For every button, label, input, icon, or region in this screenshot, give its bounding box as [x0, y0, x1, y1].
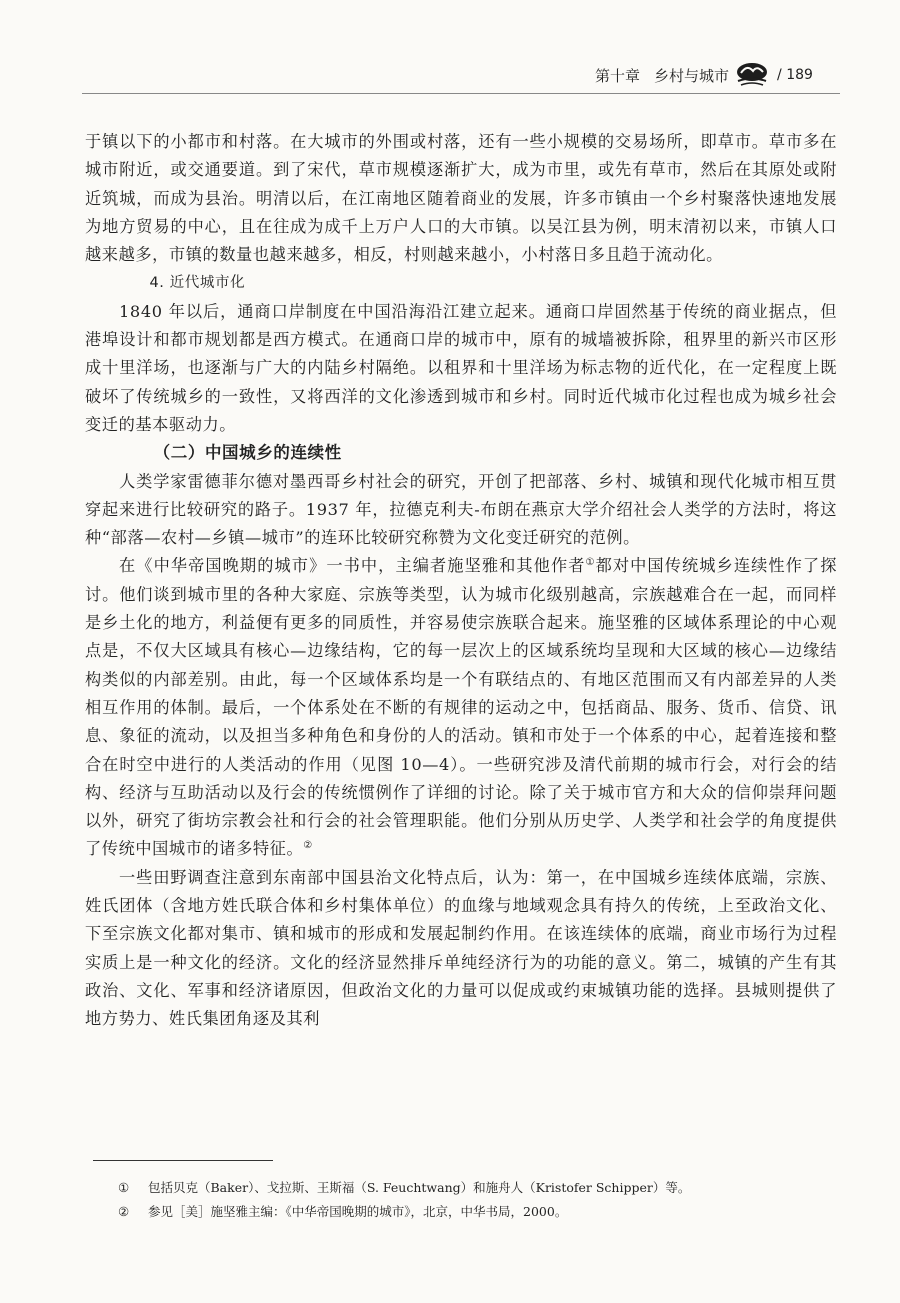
- paragraph-4-part-b: 都对中国传统城乡连续性作了探讨。他们谈到城市里的各种大家庭、宗族等类型，认为城市化级别越高，宗族越难合在一起，而同样是乡土化的地方，利益便有更多的同质性，并容易使宗族联合起来。施坚雅的区域体系理论的中心观点是，不仅大区域具有核心—边缘结构，它的每一层次上的区域系统均呈现和大区域的核心—边缘结构类似的内部差别。由此，每一个区域体系均是一个有联结点的、有地区范围而又有内部差异的人类相互作用的体制。最后，一个体系处在不断的有规律的运动之中，包括商品、服务、货币、信贷、讯息、象征的流动，以及担当多种角色和身份的人的活动。镇和市处于一个体系的中心，起着连接和整合在时空中进行的人类活动的作用（见图 10—4）。一些研究涉及清代前期的城市行会，对行会的结构、经济与互助活动以及行会的传统惯例作了详细的讨论。除了关于城市官方和大众的信仰崇拜问题以外，研究了街坊宗教会社和行会的社会管理职能。他们分别从历史学、人类学和社会学的角度提供了传统中国城市的诸多特征。: [85, 556, 837, 859]
- paragraph-3: 人类学家雷德菲尔德对墨西哥乡村社会的研究，开创了把部落、乡村、城镇和现代化城市相互贯穿起来进行比较研究的路子。1937 年，拉德克利夫-布朗在燕京大学介绍社会人类学的方法时，将这种“部落—农村—乡镇—城市”的连环比较研究称赞为文化变迁研究的范例。: [85, 471, 837, 548]
- footnote-mark: ②: [118, 1204, 130, 1219]
- footnote-text: 包括贝克（Baker）、戈拉斯、王斯福（S. Feuchtwang）和施舟人（Kristofer Schipper）等。: [148, 1180, 691, 1195]
- paragraph-2: 1840 年以后，通商口岸制度在中国沿海沿江建立起来。通商口岸固然基于传统的商业据点，但港埠设计和都市规划都是西方模式。在通商口岸的城市中，原有的城墙被拆除，租界里的新兴市区形成十里洋场，也逐渐与广大的内陆乡村隔绝。以租界和十里洋场为标志物的近代化，在一定程度上既破坏了传统城乡的一致性，又将西洋的文化渗透到城市和乡村。同时近代城市化过程也成为城乡社会变迁的基本驱动力。: [85, 301, 837, 434]
- footnote-ref-1[interactable]: ①: [585, 557, 596, 569]
- paragraph-4-part-a: 在《中华帝国晚期的城市》一书中，主编者施坚雅和其他作者: [119, 556, 586, 576]
- subheading-modern-urbanization: 4. 近代城市化: [149, 275, 246, 292]
- footnote-mark: ①: [118, 1180, 130, 1195]
- running-header: [595, 62, 813, 88]
- paragraph-4: [85, 552, 837, 863]
- footnote-2: [118, 1200, 838, 1224]
- paragraph-1: 于镇以下的小都市和村落。在大城市的外围或村落，还有一些小规模的交易场所，即草市。草市多在城市附近，或交通要道。到了宋代，草市规模逐渐扩大，成为市里，或先有草市，然后在其原处或附近筑城，而成为县治。明清以后，在江南地区随着商业的发展，许多市镇由一个乡村聚落快速地发展为地方贸易的中心，且在往成为成千上万户人口的大市镇。以吴江县为例，明末清初以来，市镇人口越来越多，市镇的数量也越来越多，相反，村则越来越小，小村落日多且趋于流动化。: [85, 132, 837, 265]
- page-number: / 189: [777, 67, 813, 83]
- footnote-1: [118, 1176, 838, 1200]
- footnotes: [118, 1176, 838, 1224]
- paragraph-5: 一些田野调查注意到东南部中国县治文化特点后，认为：第一，在中国城乡连续体底端，宗族、姓氏团体（含地方姓氏联合体和乡村集体单位）的血缘与地域观念具有持久的传统，上至政治文化、下至宗族文化都对集市、镇和城市的形成和发展起制约作用。在该连续体的底端，商业市场行为过程实质上是一种文化的经济。文化的经济显然排斥单纯经济行为的功能的意义。第二，城镇的产生有其政治、文化、军事和经济诸原因，但政治文化的力量可以促成或约束城镇功能的选择。县城则提供了地方势力、姓氏集团角逐及其利: [85, 867, 837, 1029]
- section-title: 乡村与城市: [654, 66, 730, 85]
- chapter-label: 第十章: [595, 66, 641, 85]
- footnote-ref-2[interactable]: ②: [303, 840, 313, 852]
- chapter-logo-icon: [735, 62, 769, 88]
- section-heading-continuity: （二）中国城乡的连续性: [153, 443, 342, 463]
- footnote-rule: [93, 1160, 273, 1161]
- header-rule: [82, 93, 840, 94]
- footnote-text: 参见［美］施坚雅主编：《中华帝国晚期的城市》，北京，中华书局，2000。: [148, 1204, 568, 1219]
- page-body: [85, 128, 837, 1034]
